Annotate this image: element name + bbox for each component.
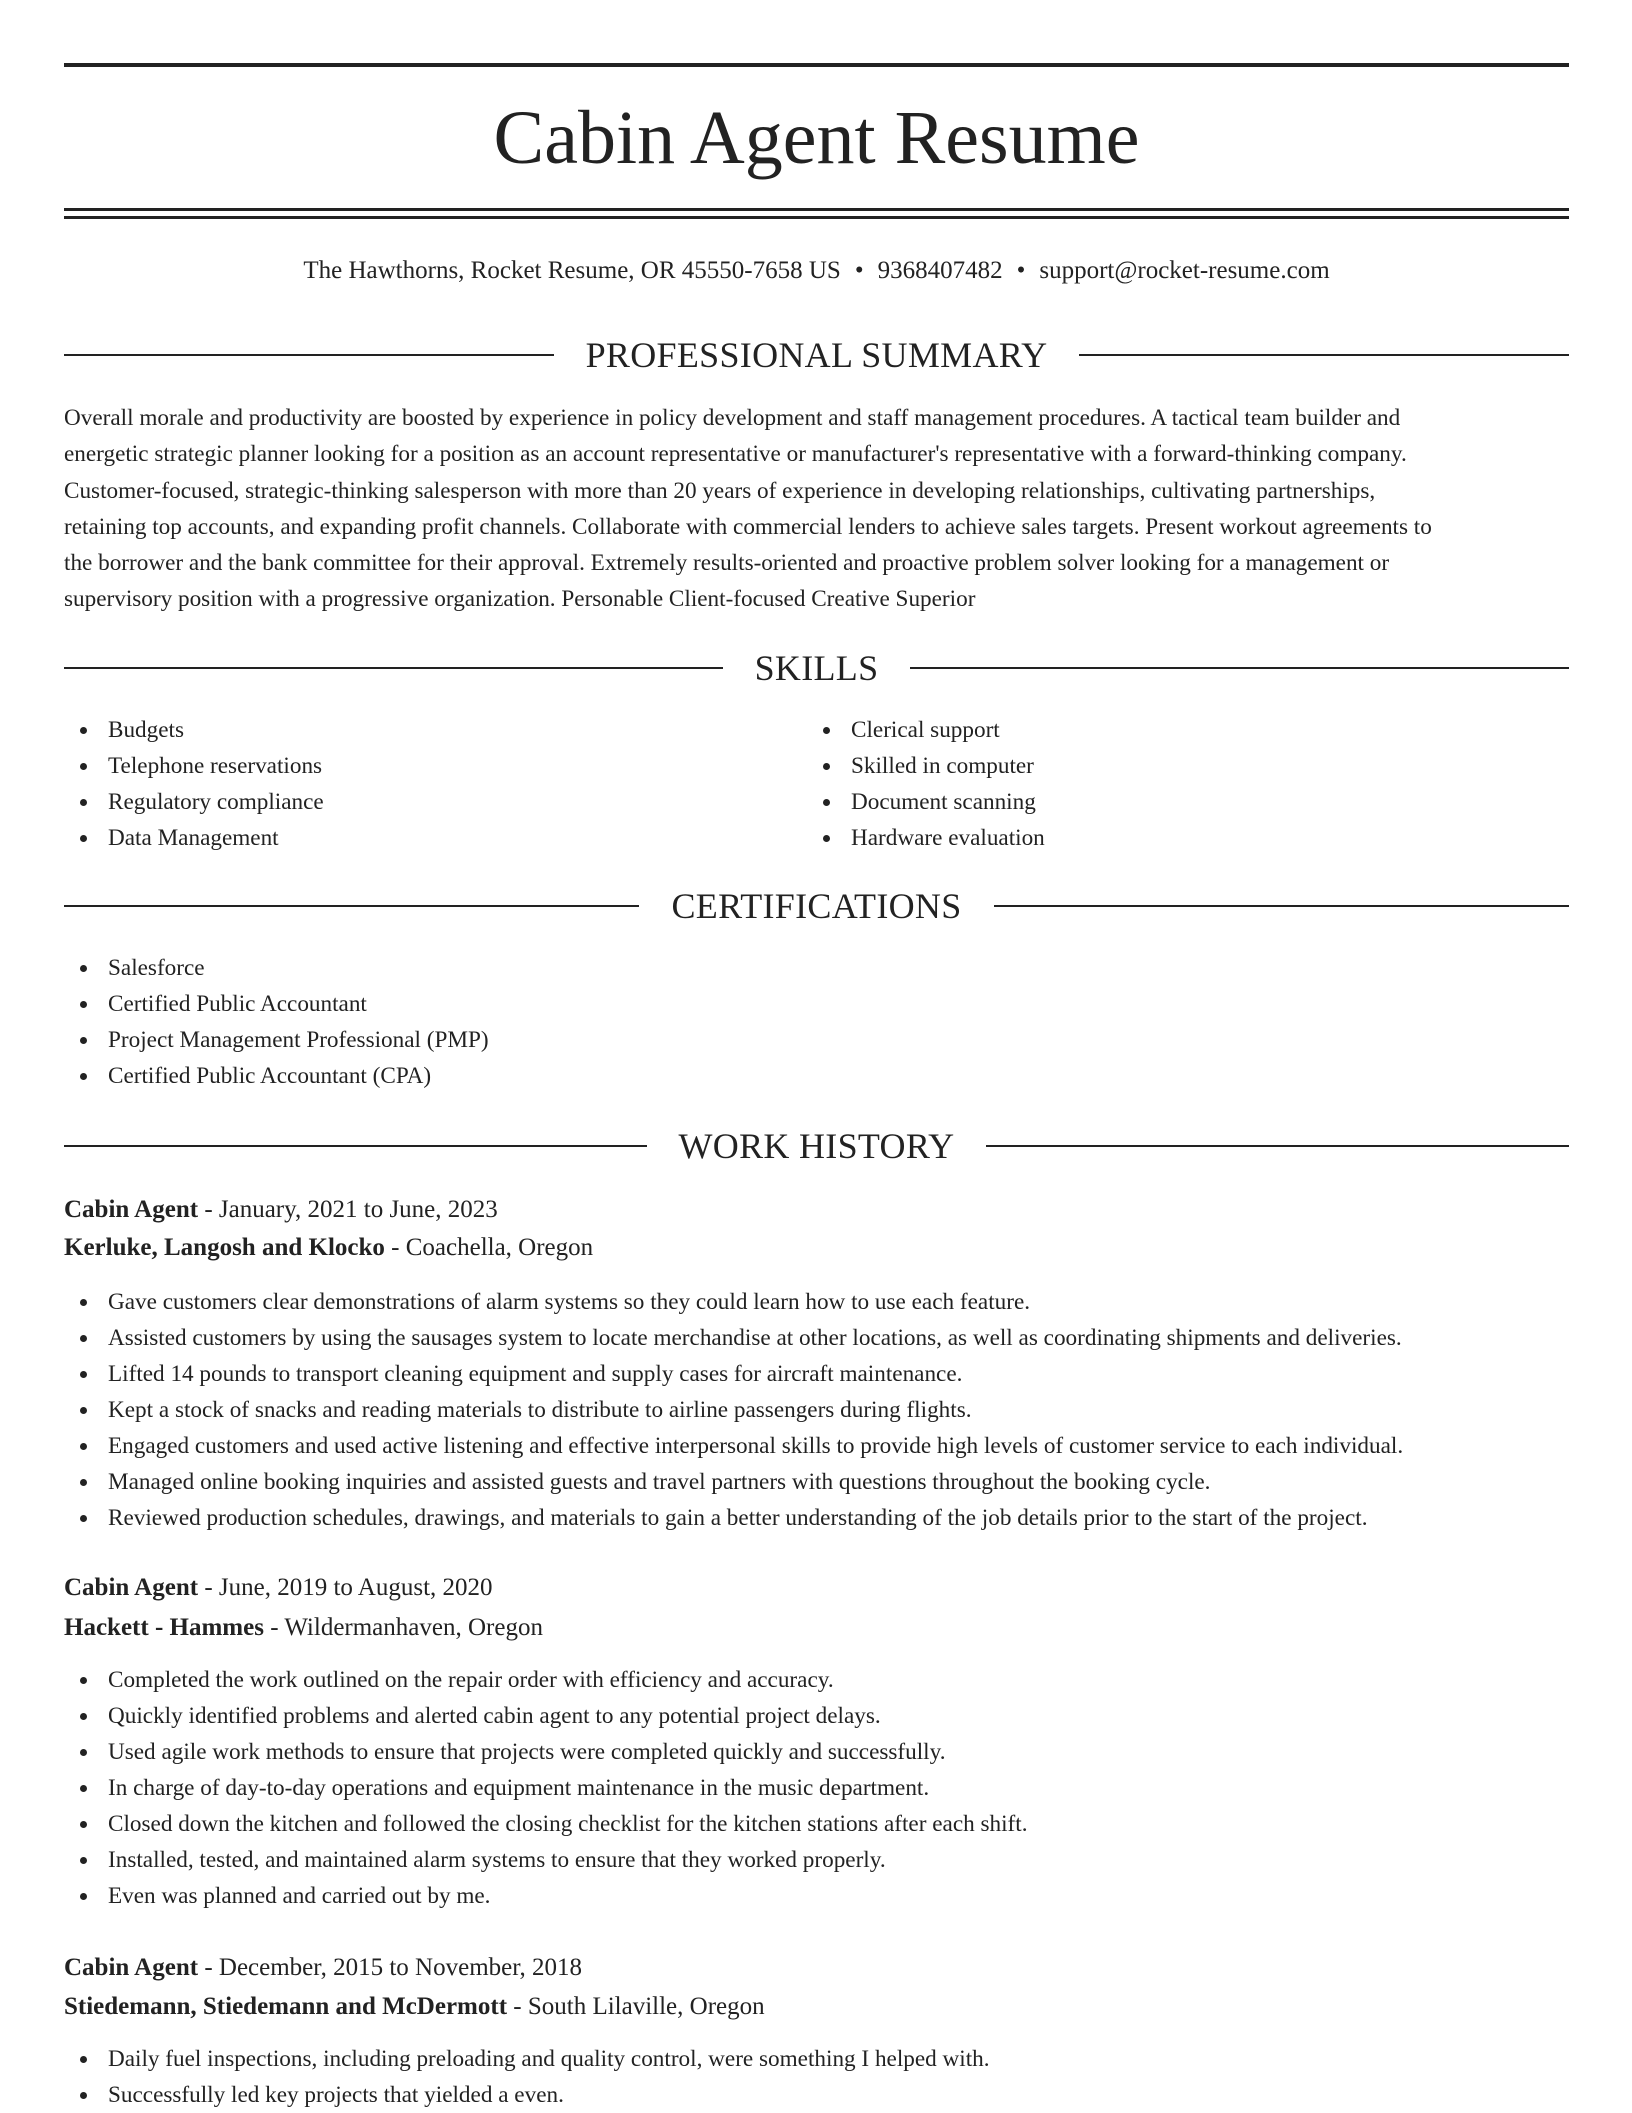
heading-rule [64,354,554,356]
contact-address: The Hawthorns, Rocket Resume, OR 45550-7658 US [303,257,841,284]
heading-rule [64,905,639,907]
certification-item: Project Management Professional (PMP) [64,1022,489,1058]
job-duty: Managed online booking inquiries and assisted guests and travel partners with questions throughout the booking cycle. [64,1464,1403,1500]
skills-list-right [807,712,1045,856]
summary-paragraph [64,400,1569,618]
certification-item: Salesforce [64,950,489,986]
job-duty: Reviewed production schedules, drawings, and materials to gain a better understanding of the job details prior to the start of the project. [64,1500,1403,1536]
contact-separator: • [1016,257,1026,284]
section-heading-work-history [64,1124,1569,1168]
section-heading-summary [64,333,1569,377]
top-rule [64,63,1569,67]
job-title: Cabin Agent [64,1954,199,1981]
job-location: - South Lilaville, Oregon [507,1993,765,2020]
job-title: Cabin Agent [64,1574,199,1601]
job-duty: Successfully led key projects that yielded a even. [64,2077,990,2113]
job-dates: - January, 2021 to June, 2023 [198,1196,498,1223]
skill-item: Clerical support [807,712,1045,748]
summary-line: the borrower and the bank committee for their approval. Extremely results-oriented and proactive problem solver looking for a management or [64,550,1390,577]
title-double-rule-lower [64,216,1569,219]
job-duty: Daily fuel inspections, including preloading and quality control, were something I helped with. [64,2041,990,2077]
heading-rule [1079,354,1569,356]
skill-item: Hardware evaluation [807,820,1045,856]
job-title-line [64,1950,582,1986]
skill-item: Document scanning [807,784,1045,820]
contact-line [64,254,1569,288]
certification-item: Certified Public Accountant [64,986,489,1022]
job-company: Kerluke, Langosh and Klocko [64,1234,385,1261]
job-location: - Wildermanhaven, Oregon [263,1614,543,1641]
certifications-list [64,950,489,1094]
job-company-line [64,1610,543,1646]
job-company: Hackett - Hammes [64,1614,264,1641]
job-duties-list [64,1662,1028,1914]
section-heading-certifications [64,884,1569,928]
skills-list-left [64,712,324,856]
heading-rule [64,1145,647,1147]
job-dates: - December, 2015 to November, 2018 [198,1954,583,1981]
job-duty: In charge of day-to-day operations and equipment maintenance in the music department. [64,1770,1028,1806]
job-title-line [64,1570,493,1606]
section-heading-skills [64,646,1569,690]
job-company-line [64,1989,765,2025]
section-title: WORK HISTORY [678,1126,955,1166]
resume-title: Cabin Agent Resume [493,96,1140,180]
job-duty: Gave customers clear demonstrations of alarm systems so they could learn how to use each feature. [64,1284,1403,1320]
summary-line: supervisory position with a progressive organization. Personable Client-focused Creative Superior [64,586,976,613]
job-duties-list [64,2041,990,2113]
heading-rule [910,667,1569,669]
heading-rule [994,905,1569,907]
job-duty: Assisted customers by using the sausages system to locate merchandise at other locations, as well as coordinating shipments and deliveries. [64,1320,1403,1356]
section-title: PROFESSIONAL SUMMARY [585,335,1048,375]
job-duty: Installed, tested, and maintained alarm systems to ensure that they worked properly. [64,1842,1028,1878]
job-company: Stiedemann, Stiedemann and McDermott [64,1993,508,2020]
job-duties-list [64,1284,1403,1536]
certification-item: Certified Public Accountant (CPA) [64,1058,489,1094]
heading-rule [986,1145,1569,1147]
title-double-rule-upper [64,208,1569,211]
job-duty: Lifted 14 pounds to transport cleaning equipment and supply cases for aircraft maintenance. [64,1356,1403,1392]
job-title: Cabin Agent [64,1196,199,1223]
summary-line: Customer-focused, strategic-thinking salesperson with more than 20 years of experience in developing relationships, cultivating partnerships, [64,477,1376,504]
contact-email: support@rocket-resume.com [1039,257,1330,284]
heading-rule [64,667,723,669]
job-duty: Kept a stock of snacks and reading materials to distribute to airline passengers during flights. [64,1392,1403,1428]
job-duty: Closed down the kitchen and followed the closing checklist for the kitchen stations after each shift. [64,1806,1028,1842]
job-company-line [64,1230,593,1266]
job-duty: Completed the work outlined on the repair order with efficiency and accuracy. [64,1662,1028,1698]
skill-item: Data Management [64,820,324,856]
job-duty: Used agile work methods to ensure that projects were completed quickly and successfully. [64,1734,1028,1770]
job-duty: Even was planned and carried out by me. [64,1878,1028,1914]
contact-phone: 9368407482 [877,257,1003,284]
skill-item: Budgets [64,712,324,748]
skill-item: Telephone reservations [64,748,324,784]
summary-line: retaining top accounts, and expanding profit channels. Collaborate with commercial lenders to achieve sales targets. Present workout agreements to [64,513,1432,540]
summary-line: Overall morale and productivity are boosted by experience in policy development and staff management procedures. A tactical team builder and [64,405,1401,431]
job-title-line [64,1192,498,1228]
section-title: SKILLS [754,648,879,688]
section-title: CERTIFICATIONS [671,886,962,926]
contact-separator: • [854,257,864,284]
job-dates: - June, 2019 to August, 2020 [198,1574,493,1601]
job-location: - Coachella, Oregon [384,1234,594,1261]
job-duty: Engaged customers and used active listening and effective interpersonal skills to provide high levels of customer service to each individual. [64,1428,1403,1464]
skill-item: Regulatory compliance [64,784,324,820]
skill-item: Skilled in computer [807,748,1045,784]
job-duty: Quickly identified problems and alerted cabin agent to any potential project delays. [64,1698,1028,1734]
summary-line: energetic strategic planner looking for a position as an account representative or manufacturer's representative with a forward-thinking company. [64,441,1407,468]
